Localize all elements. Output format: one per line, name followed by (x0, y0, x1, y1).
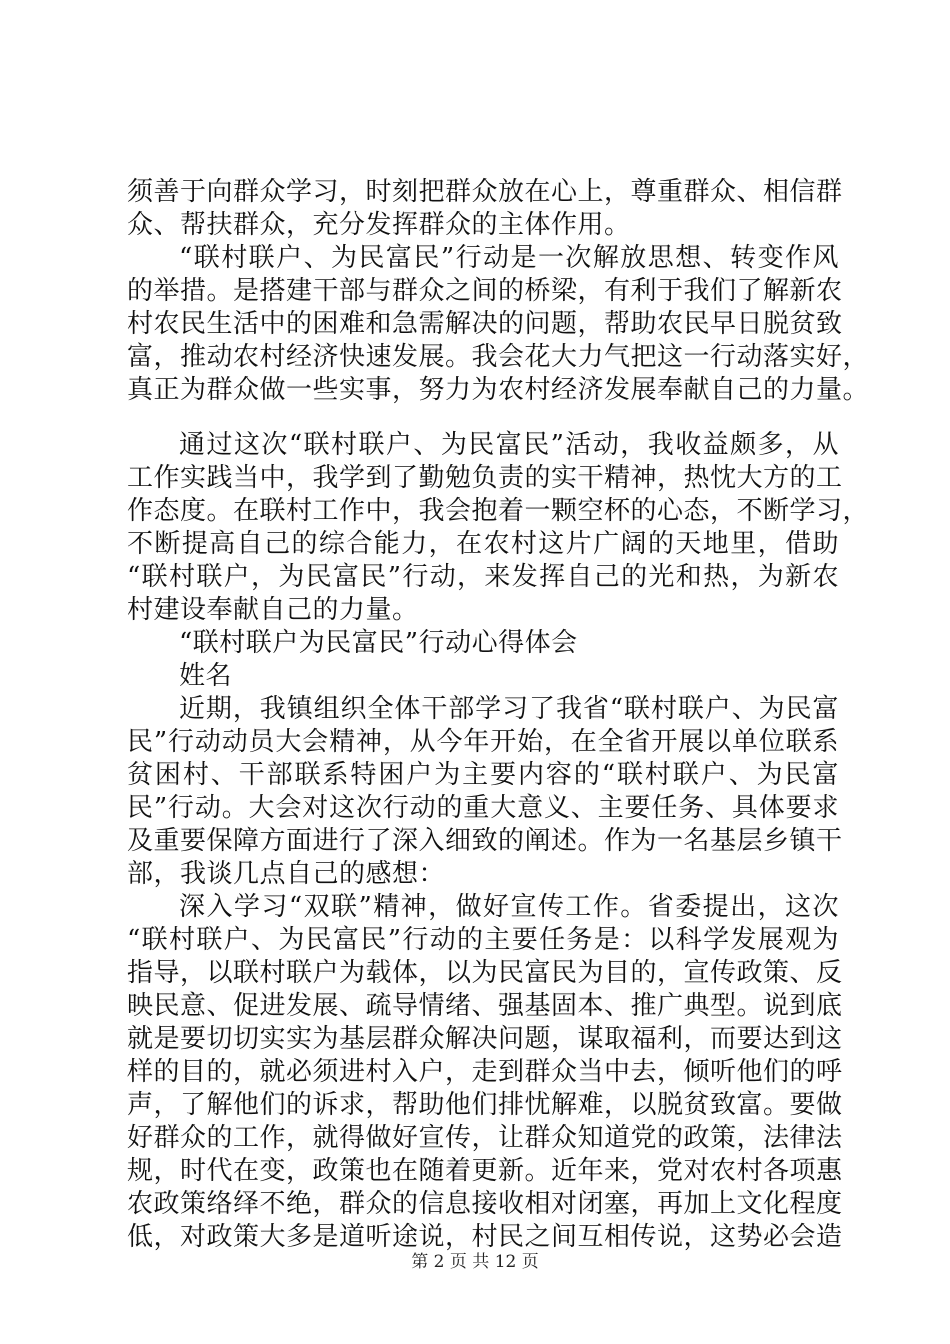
text-line: 贫困村、干部联系特困户为主要内容的“联村联户、为民富 (127, 760, 839, 790)
text-line: “联村联户，为民富民”行动，来发挥自己的光和热，为新农 (127, 562, 839, 592)
text-line: 样的目的，就必须进村入户，走到群众当中去，倾听他们的呼 (127, 1057, 843, 1087)
body-text (127, 176, 870, 1254)
text-line: 通过这次“联村联户、为民富民”活动，我收益颇多，从 (179, 430, 839, 460)
text-line: 工作实践当中，我学到了勤勉负责的实干精神，热忱大方的工 (127, 463, 843, 493)
page-footer: 第 2 页 共 12 页 (411, 1252, 539, 1272)
text-line: 民”行动。大会对这次行动的重大意义、主要任务、具体要求 (127, 793, 839, 823)
text-line: 富，推动农村经济快速发展。我会花大力气把这一行动落实好， (127, 342, 870, 372)
text-line: 部，我谈几点自己的感想： (127, 859, 446, 889)
text-line: 真正为群众做一些实事，努力为农村经济发展奉献自己的力量。 (127, 375, 870, 405)
text-line: “联村联户、为民富民”行动的主要任务是：以科学发展观为 (127, 925, 839, 955)
text-line: 指导，以联村联户为载体，以为民富民为目的，宣传政策、反 (127, 958, 843, 988)
text-line: 及重要保障方面进行了深入细致的阐述。作为一名基层乡镇干 (127, 826, 843, 856)
text-line: 规，时代在变，政策也在随着更新。近年来，党对农村各项惠 (127, 1156, 843, 1186)
text-line: 映民意、促进发展、疏导情绪、强基固本、推广典型。说到底 (127, 991, 843, 1021)
text-line: 须善于向群众学习，时刻把群众放在心上，尊重群众、相信群 (127, 177, 843, 207)
text-line: “联村联户、为民富民”行动是一次解放思想、转变作风 (179, 243, 839, 273)
text-line: “联村联户为民富民”行动心得体会 (179, 628, 578, 658)
paragraph-gap (127, 407, 839, 429)
text-line: 近期，我镇组织全体干部学习了我省“联村联户、为民富 (179, 694, 839, 724)
text-line: 声，了解他们的诉求，帮助他们排忧解难，以脱贫致富。要做 (127, 1090, 843, 1120)
text-line: 村建设奉献自己的力量。 (127, 595, 419, 625)
text-line: 村农民生活中的困难和急需解决的问题，帮助农民早日脱贫致 (127, 309, 843, 339)
text-line: 的举措。是搭建干部与群众之间的桥梁，有利于我们了解新农 (127, 276, 843, 306)
text-line: 民”行动动员大会精神，从今年开始，在全省开展以单位联系 (127, 727, 839, 757)
text-line: 就是要切切实实为基层群众解决问题，谋取福利，而要达到这 (127, 1024, 843, 1054)
text-line: 姓名 (179, 661, 233, 691)
text-line: 农政策络绎不绝，群众的信息接收相对闭塞，再加上文化程度 (127, 1189, 843, 1219)
text-line: 好群众的工作，就得做好宣传，让群众知道党的政策，法律法 (127, 1123, 843, 1153)
text-line: 众、帮扶群众，充分发挥群众的主体作用。 (127, 210, 631, 240)
text-line: 不断提高自己的综合能力，在农村这片广阔的天地里，借助 (127, 529, 839, 559)
text-line: 低，对政策大多是道听途说，村民之间互相传说，这势必会造 (127, 1222, 843, 1252)
text-line: 作态度。在联村工作中，我会抱着一颗空杯的心态，不断学习， (127, 496, 870, 526)
text-line: 深入学习“双联”精神，做好宣传工作。省委提出，这次 (179, 892, 839, 922)
